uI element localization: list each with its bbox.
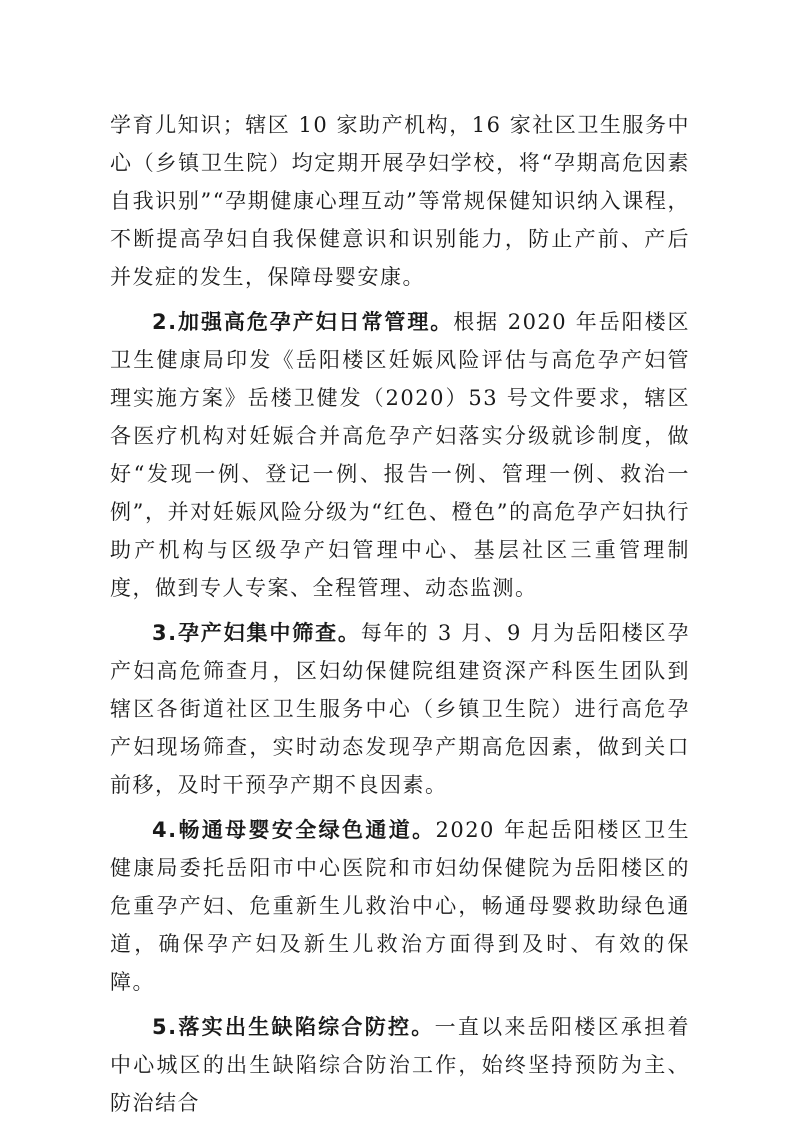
- paragraph-text: 学育儿知识；辖区 10 家助产机构，16 家社区卫生服务中心（乡镇卫生院）均定期开展孕妇学校，将“孕期高危因素自我识别”“孕期健康心理互动”等常规保健知识纳入课程，不断提高孕妇自我保健意识和识别能力，防止产前、产后并发症的发生，保障母婴安康。: [110, 113, 690, 289]
- paragraph-heading: 2.加强高危孕产妇日常管理。: [152, 310, 454, 334]
- paragraph-text: 每年的 3 月、9 月为岳阳楼区孕产妇高危筛查月，区妇幼保健院组建资深产科医生团队到辖区各街道社区卫生服务中心（乡镇卫生院）进行高危孕产妇现场筛查，实时动态发现孕产期高危因素，做到关口前移，及时干预孕产期不良因素。: [110, 621, 690, 797]
- paragraph-text: 一直以来岳阳楼区承担着中心城区的出生缺陷综合防治工作，始终坚持预防为主、防治结合: [110, 1015, 691, 1115]
- paragraph-high-risk-management: [110, 303, 690, 607]
- paragraph-text: 根据 2020 年岳阳楼区卫生健康局印发《岳阳楼区妊娠风险评估与高危孕产妇管理实施方案》岳楼卫健发（2020）53 号文件要求，辖区各医疗机构对妊娠合并高危孕产妇落实分级就诊制度，做好“发现一例、登记一例、报告一例、管理一例、救治一例”，并对妊娠风险分级为“红色、橙色”的高危孕产妇执行助产机构与区级孕产妇管理中心、基层社区三重管理制度，做到专人专案、全程管理、动态监测。: [110, 310, 690, 600]
- paragraph-heading: 4.畅通母婴安全绿色通道。: [152, 818, 436, 842]
- paragraph-text: 2020 年起岳阳楼区卫生健康局委托岳阳市中心医院和市妇幼保健院为岳阳楼区的危重孕产妇、危重新生儿救治中心，畅通母婴救助绿色通道，确保孕产妇及新生儿救治方面得到及时、有效的保障。: [110, 818, 690, 994]
- paragraph-screening: [110, 614, 690, 804]
- paragraph-birth-defect-prevention: [110, 1008, 690, 1122]
- paragraph-green-channel: [110, 811, 690, 1001]
- paragraph-continuation: [110, 106, 690, 296]
- paragraph-heading: 5.落实出生缺陷综合防控。: [152, 1015, 435, 1039]
- document-page: [110, 106, 690, 1129]
- paragraph-heading: 3.孕产妇集中筛查。: [152, 621, 361, 645]
